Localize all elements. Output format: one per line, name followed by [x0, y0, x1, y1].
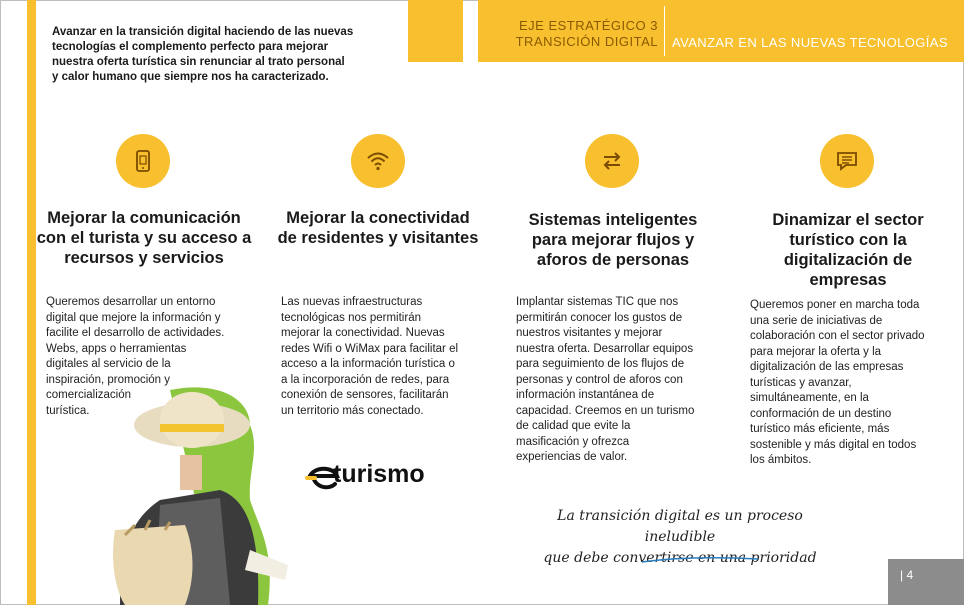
title-line: digitalización de — [783, 251, 913, 269]
page-number-box — [888, 559, 964, 605]
eje-label: EJE ESTRATÉGICO 3 — [518, 18, 658, 33]
body-line: permitirán conocer los gustos de — [516, 311, 683, 324]
body-line: sostenible y más digital en todos — [750, 438, 917, 451]
title-line: aforos de personas — [536, 251, 690, 269]
header-divider — [664, 6, 665, 56]
turismo-logo — [305, 458, 445, 498]
body-line: digitalización de las empresas — [750, 361, 904, 373]
body-line: tecnológicas nos permitirán — [281, 311, 421, 324]
body-line: digitales al servicio de la — [46, 358, 171, 370]
column-3-title — [508, 210, 718, 270]
left-accent-bar — [27, 0, 36, 605]
body-line: masificación y ofrezca — [516, 435, 630, 448]
body-line: turístico más eficiente, más — [750, 423, 890, 435]
body-line: comercialización — [46, 389, 132, 401]
body-line: facilite el desarrollo de actividades. — [46, 327, 225, 339]
body-line: un territorio más conectado. — [281, 404, 424, 417]
body-line: Queremos desarrollar un entorno — [46, 296, 216, 308]
title-line: Mejorar la comunicación — [47, 209, 241, 227]
body-line: personas y control de aforos con — [516, 373, 683, 386]
title-line: Dinamizar el sector — [772, 211, 924, 229]
body-line: para seguimiento de los flujos de — [516, 358, 685, 370]
body-line: información instantánea de — [516, 389, 655, 401]
header-banner — [478, 0, 964, 62]
title-line: Mejorar la conectividad — [286, 209, 470, 227]
body-line: capacidad. Creemos en un turismo — [516, 404, 695, 417]
top-accent-block — [408, 0, 463, 62]
body-line: simultáneamente, en la — [750, 392, 869, 404]
traveler-photo — [100, 380, 290, 605]
body-line: nuestros visitantes y mejorar — [516, 327, 663, 339]
body-line: acceso a la información turística o — [281, 358, 455, 370]
exchange-arrows-icon — [585, 134, 639, 188]
logo-wordmark: turismo — [333, 460, 425, 488]
intro-paragraph — [52, 25, 382, 85]
title-line: Sistemas inteligentes — [528, 211, 698, 229]
body-line: conexión de sensores, facilitarán — [281, 389, 449, 401]
column-2-title — [268, 208, 488, 248]
body-line: experiencias de valor. — [516, 451, 628, 463]
intro-line: Avanzar en la transición digital haciendo de las nuevas — [52, 26, 354, 38]
body-line: Webs, apps o herramientas — [46, 342, 187, 355]
title-line: recursos y servicios — [64, 249, 224, 267]
body-line: conformación de un destino — [750, 407, 892, 420]
intro-line: y calor humano que siempre nos ha caracterizado. — [52, 71, 329, 83]
title-line: empresas — [809, 271, 887, 289]
chat-message-icon — [820, 134, 874, 188]
column-2-body — [281, 295, 496, 419]
body-line: Implantar sistemas TIC que nos — [516, 296, 679, 308]
body-line: redes Wifi o WiMax para facilitar el — [281, 342, 459, 355]
title-line: de residentes y visitantes — [277, 229, 479, 247]
body-line: turística. — [46, 404, 90, 417]
body-line: digital que mejore la información y — [46, 311, 221, 324]
quote-line: que debe convertirse en una prioridad — [543, 550, 817, 566]
header-subtitle: AVANZAR EN LAS NUEVAS TECNOLOGÍAS — [672, 35, 948, 50]
body-line: una serie de iniciativas de — [750, 314, 883, 327]
column-3-body — [516, 295, 736, 466]
page-number: | 4 — [900, 568, 914, 582]
title-line: con el turista y su acceso a — [36, 229, 252, 247]
body-line: inspiración, promoción y — [46, 373, 171, 386]
body-line: turísticas y avanzar, — [750, 376, 852, 389]
body-line: Queremos poner en marcha toda — [750, 299, 920, 311]
body-line: colaboración con el sector privado — [750, 330, 925, 342]
intro-line: tecnologías el complemento perfecto para mejorar — [52, 41, 329, 53]
body-line: mejorar la conectividad. Nuevas — [281, 327, 445, 339]
column-4-body — [750, 298, 955, 469]
intro-line: nuestra oferta turística sin renunciar al trato personal — [52, 56, 345, 68]
mobile-phone-icon — [116, 134, 170, 188]
body-line: nuestra oferta. Desarrollar equipos — [516, 342, 694, 355]
column-1-title — [30, 208, 258, 268]
body-line: los ámbitos. — [750, 454, 812, 466]
title-line: para mejorar flujos y — [531, 231, 695, 249]
quote-underline — [640, 556, 760, 564]
quote-line: La transición digital es un proceso ineludible — [557, 508, 803, 545]
body-line: Las nuevas infraestructuras — [281, 296, 423, 308]
body-line: para mejorar la oferta y la — [750, 345, 882, 358]
body-line: de calidad que evite la — [516, 420, 631, 432]
wifi-icon — [351, 134, 405, 188]
body-line: a la incorporación de redes, para — [281, 373, 450, 386]
column-4-title — [748, 210, 948, 290]
title-line: turístico con la — [789, 231, 907, 249]
eje-title: TRANSICIÓN DIGITAL — [515, 34, 658, 49]
